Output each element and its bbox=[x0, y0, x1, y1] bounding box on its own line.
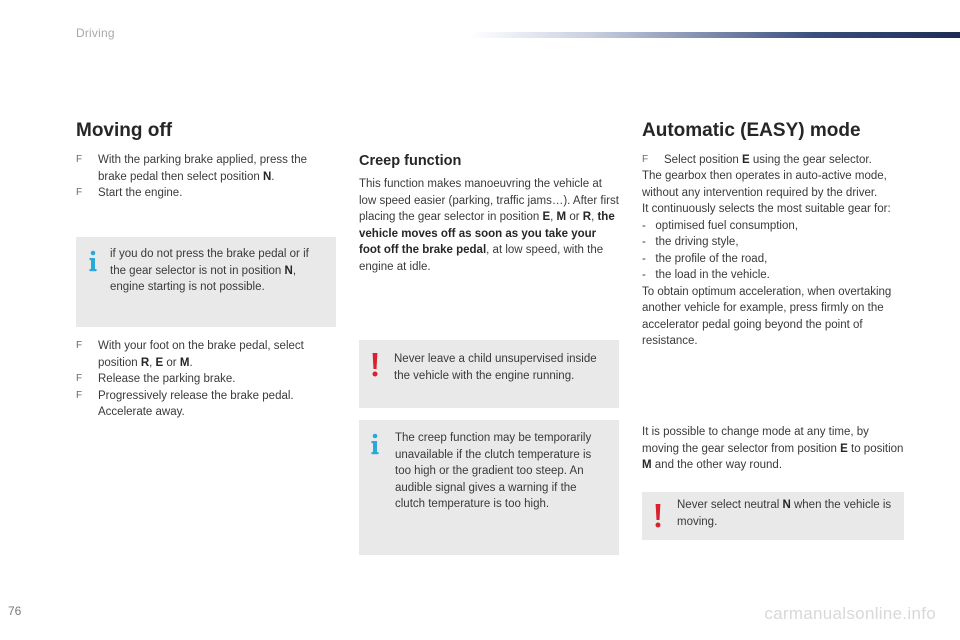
warning-box-child bbox=[359, 340, 619, 408]
bullet-icon: F bbox=[76, 187, 83, 198]
bullet-icon: F bbox=[76, 340, 83, 351]
warning-icon bbox=[370, 353, 380, 377]
automatic-mode-body bbox=[642, 168, 904, 350]
info-icon bbox=[370, 433, 380, 455]
info-icon bbox=[88, 250, 98, 272]
list-item: - the profile of the road, bbox=[642, 252, 768, 265]
moving-off-steps-1 bbox=[76, 152, 334, 202]
list-item: - the load in the vehicle. bbox=[642, 269, 770, 281]
list-item: F With your foot on the brake pedal, select position R, E or M. bbox=[76, 340, 304, 369]
header-bar bbox=[470, 32, 960, 38]
change-mode-text: It is possible to change mode at any time, by moving the gear selector from position E to position M and the other way round. bbox=[642, 426, 904, 471]
paragraph: The gearbox then operates in auto-active mode, without any intervention required by the driver. bbox=[642, 170, 887, 199]
moving-off-steps-2 bbox=[76, 338, 334, 421]
warning-text: Never leave a child unsupervised inside the vehicle with the engine running. bbox=[394, 353, 597, 382]
list-item: F Start the engine. bbox=[76, 185, 334, 202]
page-number: 76 bbox=[8, 604, 22, 618]
list-item: F With the parking brake applied, press the brake pedal then select position N. bbox=[76, 154, 308, 183]
list-item: F Progressively release the brake pedal. Accelerate away. bbox=[76, 389, 294, 418]
info-box-creep bbox=[359, 420, 619, 555]
warning-icon bbox=[653, 504, 663, 528]
info-box-engine-start bbox=[76, 237, 336, 327]
creep-function-title: Creep function bbox=[359, 153, 462, 169]
info-text: The creep function may be temporarily unavailable if the clutch temperature is too high or the gradient too steep. An audible signal gives a warning if the clutch temperature is too high. bbox=[395, 432, 592, 510]
list-item: - optimised fuel consumption, bbox=[642, 219, 798, 232]
creep-function-body: This function makes manoeuvring the vehicle at low speed easier (parking, traffic jams…). After first placing the gear selector in position E, M or R, the vehicle moves off as soon as you take your foot off the brake pedal, at low speed, with the engine at idle. bbox=[359, 178, 619, 273]
list-item: F Release the parking brake. bbox=[76, 371, 334, 388]
list-item: - the driving style, bbox=[642, 236, 739, 248]
warning-text: Never select neutral N when the vehicle is moving. bbox=[677, 499, 892, 528]
info-text: if you do not press the brake pedal or if the gear selector is not in position N, engine starting is not possible. bbox=[110, 248, 309, 293]
bullet-icon: F bbox=[76, 154, 83, 165]
bullet-icon: F bbox=[76, 373, 83, 384]
automatic-mode-step bbox=[642, 152, 904, 169]
watermark: carmanualsonline.info bbox=[764, 604, 936, 623]
paragraph: It continuously selects the most suitable gear for: bbox=[642, 203, 891, 215]
section-label: Driving bbox=[76, 26, 115, 40]
warning-box-neutral bbox=[642, 492, 904, 540]
moving-off-title: Moving off bbox=[76, 120, 173, 141]
bullet-icon: F bbox=[642, 154, 649, 165]
list-item: F Select position E using the gear selector. bbox=[642, 152, 904, 169]
paragraph: To obtain optimum acceleration, when overtaking another vehicle for example, press firmly on the accelerator pedal going beyond the point of resistance. bbox=[642, 285, 892, 347]
bullet-icon: F bbox=[76, 389, 83, 401]
automatic-mode-title: Automatic (EASY) mode bbox=[642, 120, 861, 141]
